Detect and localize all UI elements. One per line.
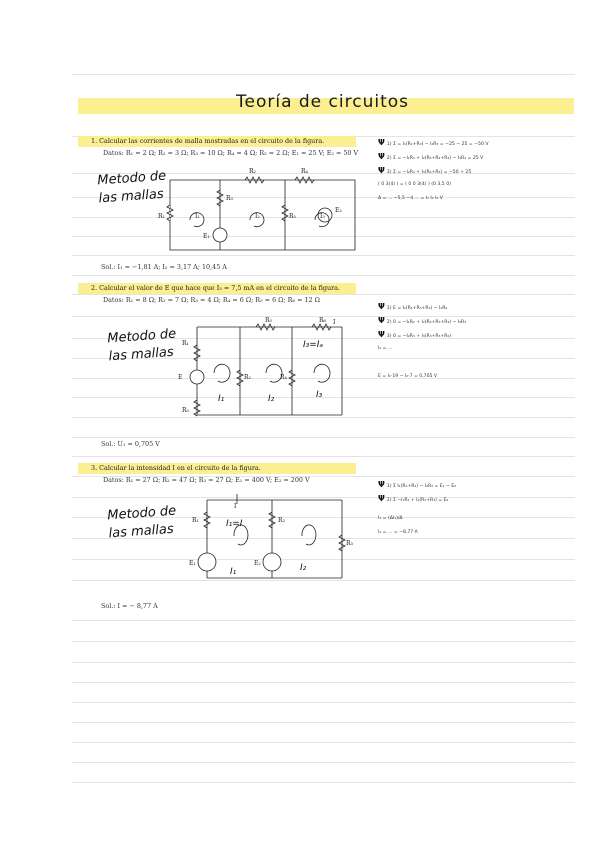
problem-2-statement: 2. Calcular el valor de E que hace que I₃ = 7,5 mA en el circuito de la figura. xyxy=(91,284,340,292)
problem-3-data: Datos: R₁ = 27 Ω; R₂ = 47 Ω; R₃ = 27 Ω; E₁ = 400 V; E₂ = 200 V xyxy=(103,476,310,484)
problem-1-data: Datos: R₁ = 2 Ω; R₂ = 3 Ω; R₃ = 10 Ω; R₄ = 4 Ω; R₅ = 2 Ω; E₁ = 25 V; E₂ = 50 V xyxy=(103,149,359,157)
svg-text:I₂: I₂ xyxy=(300,563,307,573)
work-line: Ψ 1) E = I₁(R₁+R₃+R₂) − I₂R₂ xyxy=(378,302,448,311)
problem-1-solution: Sol.: I₁ = −1,81 A; I₂ = 3,17 A; 10,45 A xyxy=(101,263,227,271)
work-line: ( 0 3(4) ) = ( 0 0 3(4) ) (0 3,5 0) xyxy=(378,182,451,187)
problem-3-circuit xyxy=(182,490,362,590)
svg-text:I: I xyxy=(333,319,336,326)
problem-2-solution: Sol.: U₁ = 0,705 V xyxy=(101,440,160,448)
work-line: I₁ = ... = −8,77 A xyxy=(378,530,418,535)
svg-text:E₁: E₁ xyxy=(189,560,196,567)
svg-text:I₃: I₃ xyxy=(320,213,325,220)
page-title: Teoría de circuitos xyxy=(236,92,409,112)
svg-text:I₁: I₁ xyxy=(230,567,237,577)
problem-2-circuit xyxy=(172,315,352,425)
svg-text:I₃: I₃ xyxy=(316,390,323,400)
svg-text:R₁: R₁ xyxy=(192,517,199,524)
svg-text:E₂: E₂ xyxy=(335,207,342,214)
problem-1-circuit xyxy=(155,160,360,260)
work-line: Ψ 1) Σ I₁(R₁+R₂) − I₂R₂ = E₁ − E₂ xyxy=(378,480,457,489)
svg-text:I₁: I₁ xyxy=(218,394,225,404)
work-line: Δ = ... −5,5 −4 ... = I₁ I₂ I₃ V xyxy=(378,196,443,201)
problem-3-method-note: Metodo de las mallas xyxy=(106,503,177,542)
svg-text:R₃: R₃ xyxy=(226,195,233,202)
work-line: I₂ = ... xyxy=(378,346,393,351)
work-line: Ψ 3) Σ = −I₂R₄ + I₃(R₄+R₅) = −50 + 25 xyxy=(378,166,472,175)
svg-text:R₂: R₂ xyxy=(244,374,251,381)
svg-text:E₂: E₂ xyxy=(254,560,261,567)
svg-text:R₁: R₁ xyxy=(158,213,165,220)
svg-text:R₂: R₂ xyxy=(278,517,285,524)
svg-text:R₃: R₃ xyxy=(346,540,353,547)
problem-2-worked-solution xyxy=(378,300,578,384)
work-line: Ψ 2) 0 = −I₁R₂ + I₂(R₂+R₃+R₄) − I₃R₃ xyxy=(378,316,467,325)
problem-3-hand-label: I₁=I xyxy=(226,519,243,529)
work-line: E = I₁·19 − I₂·7 = 0,705 V xyxy=(378,374,438,379)
svg-text:R₅: R₅ xyxy=(265,317,272,324)
svg-text:I: I xyxy=(234,503,237,510)
svg-text:E: E xyxy=(178,374,183,381)
problem-2-method-note: Metodo de las mallas xyxy=(106,326,177,365)
svg-text:R₅: R₅ xyxy=(289,213,296,220)
svg-text:R₂: R₂ xyxy=(249,168,256,175)
problem-3-worked-solution xyxy=(378,478,578,540)
problem-2-data: Datos: R₁ = 8 Ω; R₂ = 7 Ω; R₃ = 4 Ω; R₄ = 6 Ω; R₅ = 6 Ω; R₆ = 12 Ω xyxy=(103,296,320,304)
problem-1-worked-solution xyxy=(378,136,578,206)
work-line: Ψ 2) Σ = −I₁R₃ + I₂(R₃+R₂+R₄) − I₃R₄ = 25 V xyxy=(378,152,484,161)
work-line: Ψ 2) Σ −I₁R₂ + I₂(R₂+R₃) = E₂ xyxy=(378,494,449,503)
svg-text:I₂: I₂ xyxy=(268,394,275,404)
svg-text:R₄: R₄ xyxy=(280,374,287,381)
svg-text:R₁: R₁ xyxy=(182,340,189,347)
work-line: I₁ = (ΔI₁)/Δ xyxy=(378,516,403,521)
svg-text:E₁: E₁ xyxy=(203,233,210,240)
svg-text:R₆: R₆ xyxy=(319,317,326,324)
work-line: Ψ 3) 0 = −I₂R₃ + I₃(R₃+R₅+R₆) xyxy=(378,330,452,339)
problem-3-solution: Sol.: I = − 8,77 A xyxy=(101,602,158,610)
svg-text:I₁: I₁ xyxy=(195,213,200,220)
problem-1-statement: 1. Calcular las corrientes de malla mostradas en el circuito de la figura. xyxy=(91,137,325,145)
svg-text:R₃: R₃ xyxy=(182,407,189,414)
problem-2-hand-label: I₃=Iₐ xyxy=(303,340,323,350)
svg-text:I₂: I₂ xyxy=(255,213,260,220)
problem-3-statement: 3. Calcular la intensidad I en el circuito de la figura. xyxy=(91,464,261,472)
problem-1-method-note: Metodo de las mallas xyxy=(96,168,167,207)
work-line: Ψ 1) Σ = I₁(R₁+R₃) − I₂R₃ = −25 − 25 = −50 V xyxy=(378,138,489,147)
svg-text:R₄: R₄ xyxy=(301,168,308,175)
